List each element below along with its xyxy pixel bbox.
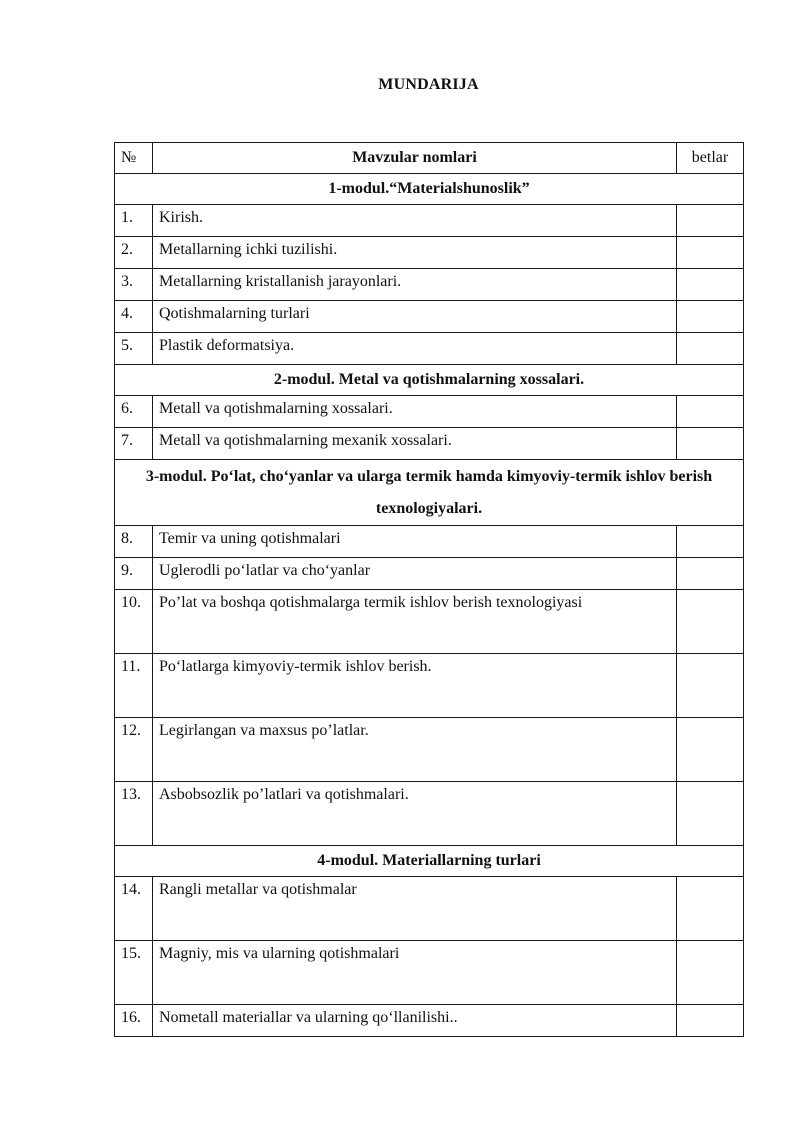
row-topic: Metallarning kristallanish jarayonlari. xyxy=(153,269,677,301)
table-row xyxy=(115,877,744,941)
row-topic: Legirlangan va maxsus po’latlar. xyxy=(153,718,677,782)
module-row xyxy=(115,174,744,205)
table-row xyxy=(115,526,744,558)
row-page xyxy=(677,877,744,941)
row-page xyxy=(677,301,744,333)
row-page xyxy=(677,558,744,590)
row-num: 8. xyxy=(115,526,153,558)
row-num: 2. xyxy=(115,237,153,269)
row-topic: Magniy, mis va ularning qotishmalari xyxy=(153,941,677,1005)
row-num: 15. xyxy=(115,941,153,1005)
table-row xyxy=(115,718,744,782)
row-topic: Nometall materiallar va ularning qo‘llanilishi.. xyxy=(153,1005,677,1037)
table-row xyxy=(115,590,744,654)
row-topic: Asbobsozlik po’latlari va qotishmalari. xyxy=(153,782,677,846)
table-row xyxy=(115,205,744,237)
table-row xyxy=(115,301,744,333)
row-num: 4. xyxy=(115,301,153,333)
row-topic: Metall va qotishmalarning xossalari. xyxy=(153,396,677,428)
row-topic: Plastik deformatsiya. xyxy=(153,333,677,365)
table-row xyxy=(115,558,744,590)
header-topic: Mavzular nomlari xyxy=(153,143,677,174)
row-page xyxy=(677,428,744,460)
row-page xyxy=(677,396,744,428)
row-page xyxy=(677,237,744,269)
header-num: № xyxy=(115,143,153,174)
row-num: 9. xyxy=(115,558,153,590)
table-header-row xyxy=(115,143,744,174)
row-num: 13. xyxy=(115,782,153,846)
row-page xyxy=(677,205,744,237)
row-page xyxy=(677,718,744,782)
row-num: 12. xyxy=(115,718,153,782)
table-row xyxy=(115,396,744,428)
contents-table xyxy=(114,142,744,1037)
row-page xyxy=(677,941,744,1005)
row-num: 5. xyxy=(115,333,153,365)
row-num: 10. xyxy=(115,590,153,654)
row-topic: Metallarning ichki tuzilishi. xyxy=(153,237,677,269)
module-row xyxy=(115,365,744,396)
table-row xyxy=(115,1005,744,1037)
row-page xyxy=(677,333,744,365)
row-num: 11. xyxy=(115,654,153,718)
table-row xyxy=(115,782,744,846)
table-row xyxy=(115,428,744,460)
row-topic: Kirish. xyxy=(153,205,677,237)
table-row xyxy=(115,333,744,365)
row-num: 3. xyxy=(115,269,153,301)
table-row xyxy=(115,269,744,301)
page-title: MUNDARIJA xyxy=(378,76,479,93)
row-num: 6. xyxy=(115,396,153,428)
row-num: 14. xyxy=(115,877,153,941)
row-topic: Metall va qotishmalarning mexanik xossalari. xyxy=(153,428,677,460)
header-page: betlar xyxy=(677,143,744,174)
row-num: 1. xyxy=(115,205,153,237)
row-page xyxy=(677,782,744,846)
row-page xyxy=(677,1005,744,1037)
module-title: 2-modul. Metal va qotishmalarning xossalari. xyxy=(115,365,744,396)
table-row xyxy=(115,237,744,269)
module-row xyxy=(115,460,744,526)
row-topic: Rangli metallar va qotishmalar xyxy=(153,877,677,941)
module-title: 4-modul. Materiallarning turlari xyxy=(115,846,744,877)
module-row xyxy=(115,846,744,877)
row-topic: Qotishmalarning turlari xyxy=(153,301,677,333)
row-num: 16. xyxy=(115,1005,153,1037)
row-topic: Po‘latlarga kimyoviy-termik ishlov berish. xyxy=(153,654,677,718)
row-page xyxy=(677,526,744,558)
row-page xyxy=(677,654,744,718)
row-num: 7. xyxy=(115,428,153,460)
row-page xyxy=(677,269,744,301)
module-title: 1-modul.“Materialshunoslik” xyxy=(115,174,744,205)
row-page xyxy=(677,590,744,654)
table-row xyxy=(115,654,744,718)
module-title: 3-modul. Po‘lat, cho‘yanlar va ularga termik hamda kimyoviy-termik ishlov berish texnologiyalari. xyxy=(115,460,744,526)
row-topic: Uglerodli po‘latlar va cho‘yanlar xyxy=(153,558,677,590)
table-row xyxy=(115,941,744,1005)
row-topic: Po’lat va boshqa qotishmalarga termik ishlov berish texnologiyasi xyxy=(153,590,677,654)
row-topic: Temir va uning qotishmalari xyxy=(153,526,677,558)
